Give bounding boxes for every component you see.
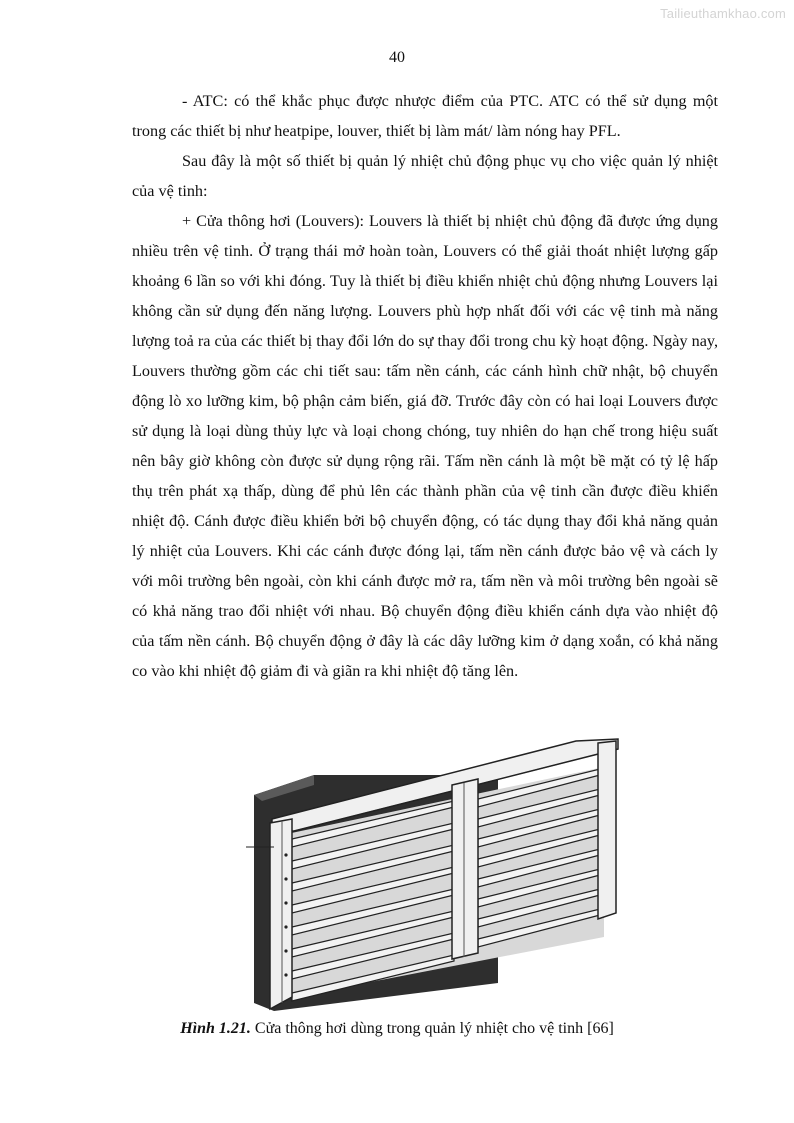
middle-frame-post bbox=[452, 779, 478, 959]
page-number: 40 bbox=[389, 49, 405, 66]
paragraph-atc: - ATC: có thể khắc phục được nhược điểm của PTC. ATC có thể sử dụng một trong các thiết bị như heatpipe, louver, thiết bị làm mát/ làm nóng hay PFL. bbox=[132, 92, 718, 140]
watermark: Tailieuthamkhao.com bbox=[660, 6, 786, 21]
louver-illustration bbox=[246, 727, 624, 1015]
figure-label: Hình 1.21. bbox=[180, 1020, 251, 1037]
right-frame-post bbox=[598, 741, 616, 919]
paragraph-louvers: + Cửa thông hơi (Louvers): Louvers là thiết bị nhiệt chủ động đã được ứng dụng nhiều trên vệ tinh. Ở trạng thái mở hoàn toàn, Louvers có thể giải thoát nhiệt lượng gấp khoảng 6 lần so với khi đóng. Tuy là thiết bị điều khiển nhiệt chủ động nhưng Louvers lại không cần sử dụng đến năng lượng. Louvers phù hợp nhất đối với các vệ tinh mà năng lượng toả ra của các thiết bị thay đổi lớn do sự thay đổi trong chu kỳ hoạt động. Ngày nay, Louvers thường gồm các chi tiết sau: tấm nền cánh, các cánh hình chữ nhật, bộ chuyển động lò xo lưỡng kim, bộ phận cảm biến, giá đỡ. Trước đây còn có hai loại Louvers được sử dụng là loại dùng thủy lực và loại chong chóng, tuy nhiên do hạn chế trong hiệu suất nên bây giờ không còn được sử dụng rộng rãi. Tấm nền cánh là một bề mặt có tỷ lệ hấp thụ trên phát xạ thấp, dùng để phủ lên các thành phần của vệ tinh cần được điều khiển nhiệt độ. Cánh được điều khiển bởi bộ chuyển động, có tác dụng thay đổi khả năng quản lý nhiệt của Louvers. Khi các cánh được đóng lại, tấm nền cánh được bảo vệ và cách ly với môi trường bên ngoài, còn khi cánh được mở ra, tấm nền và môi trường bên ngoài sẽ có khả năng trao đổi nhiệt với nhau. Bộ chuyển động điều khiển cánh dựa vào nhiệt độ của tấm nền cánh. Bộ chuyển động ở đây là các dây lưỡng kim ở dạng xoắn, có khả năng co vào khi nhiệt độ giảm đi và giãn ra khi nhiệt độ tăng lên. bbox=[132, 212, 718, 680]
louver-figure bbox=[246, 727, 624, 1015]
paragraph-intro: Sau đây là một số thiết bị quản lý nhiệt chủ động phục vụ cho việc quản lý nhiệt của vệ tinh: bbox=[132, 152, 718, 200]
figure-caption-text: Cửa thông hơi dùng trong quản lý nhiệt cho vệ tinh [66] bbox=[250, 1020, 614, 1037]
body-text bbox=[132, 86, 718, 686]
figure-caption bbox=[0, 1020, 794, 1038]
